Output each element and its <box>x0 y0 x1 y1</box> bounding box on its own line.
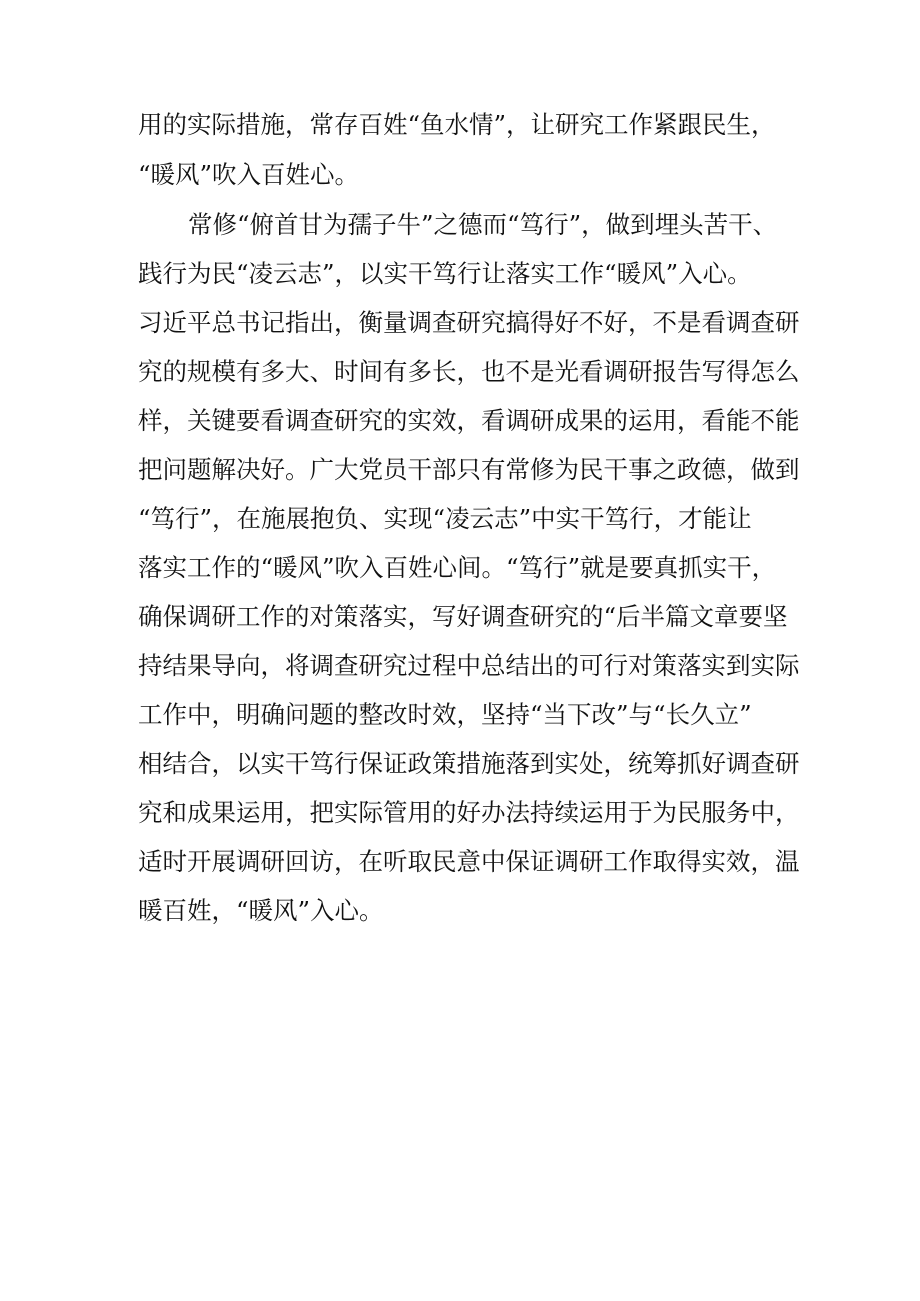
text-line: 确保调研工作的对策落实，写好调查研究的“后半篇文章要坚 <box>138 602 788 631</box>
text-line: 样，关键要看调查研究的实效，看调研成果的运用，看能不能 <box>138 406 800 435</box>
text-line: 工作中，明确问题的整改时效，坚持“当下改”与“长久立” <box>138 700 752 729</box>
text-line: 暖百姓，“暖风”入心。 <box>138 896 384 925</box>
text-line: 落实工作的“暖风”吹入百姓心间。“笃行”就是要真抓实干， <box>138 553 777 582</box>
text-line: 用的实际措施，常存百姓“鱼水情”，让研究工作紧跟民生， <box>138 110 776 139</box>
text-line: 相结合，以实干笃行保证政策措施落到实处，统筹抓好调查研 <box>138 749 800 778</box>
text-line: 持结果导向，将调查研究过程中总结出的可行对策落实到实际 <box>138 651 800 680</box>
text-line: 践行为民“凌云志”，以实干笃行让落实工作“暖风”入心。 <box>138 259 752 288</box>
text-line: “笃行”，在施展抱负、实现“凌云志”中实干笃行，才能让 <box>138 504 752 533</box>
text-line: 习近平总书记指出，衡量调查研究搞得好不好，不是看调查研 <box>138 308 800 337</box>
text-line: 究和成果运用，把实际管用的好办法持续运用于为民服务中， <box>138 798 800 827</box>
text-line: 把问题解决好。广大党员干部只有常修为民干事之政德，做到 <box>138 455 800 484</box>
text-line: 究的规模有多大、时间有多长，也不是光看调研报告写得怎么 <box>138 357 800 386</box>
text-line: 适时开展调研回访，在听取民意中保证调研工作取得实效，温 <box>138 847 800 876</box>
text-line: 常修“俯首甘为孺子牛”之德而“笃行”，做到埋头苦干、 <box>188 210 778 239</box>
text-line: “暖风”吹入百姓心。 <box>138 160 360 189</box>
